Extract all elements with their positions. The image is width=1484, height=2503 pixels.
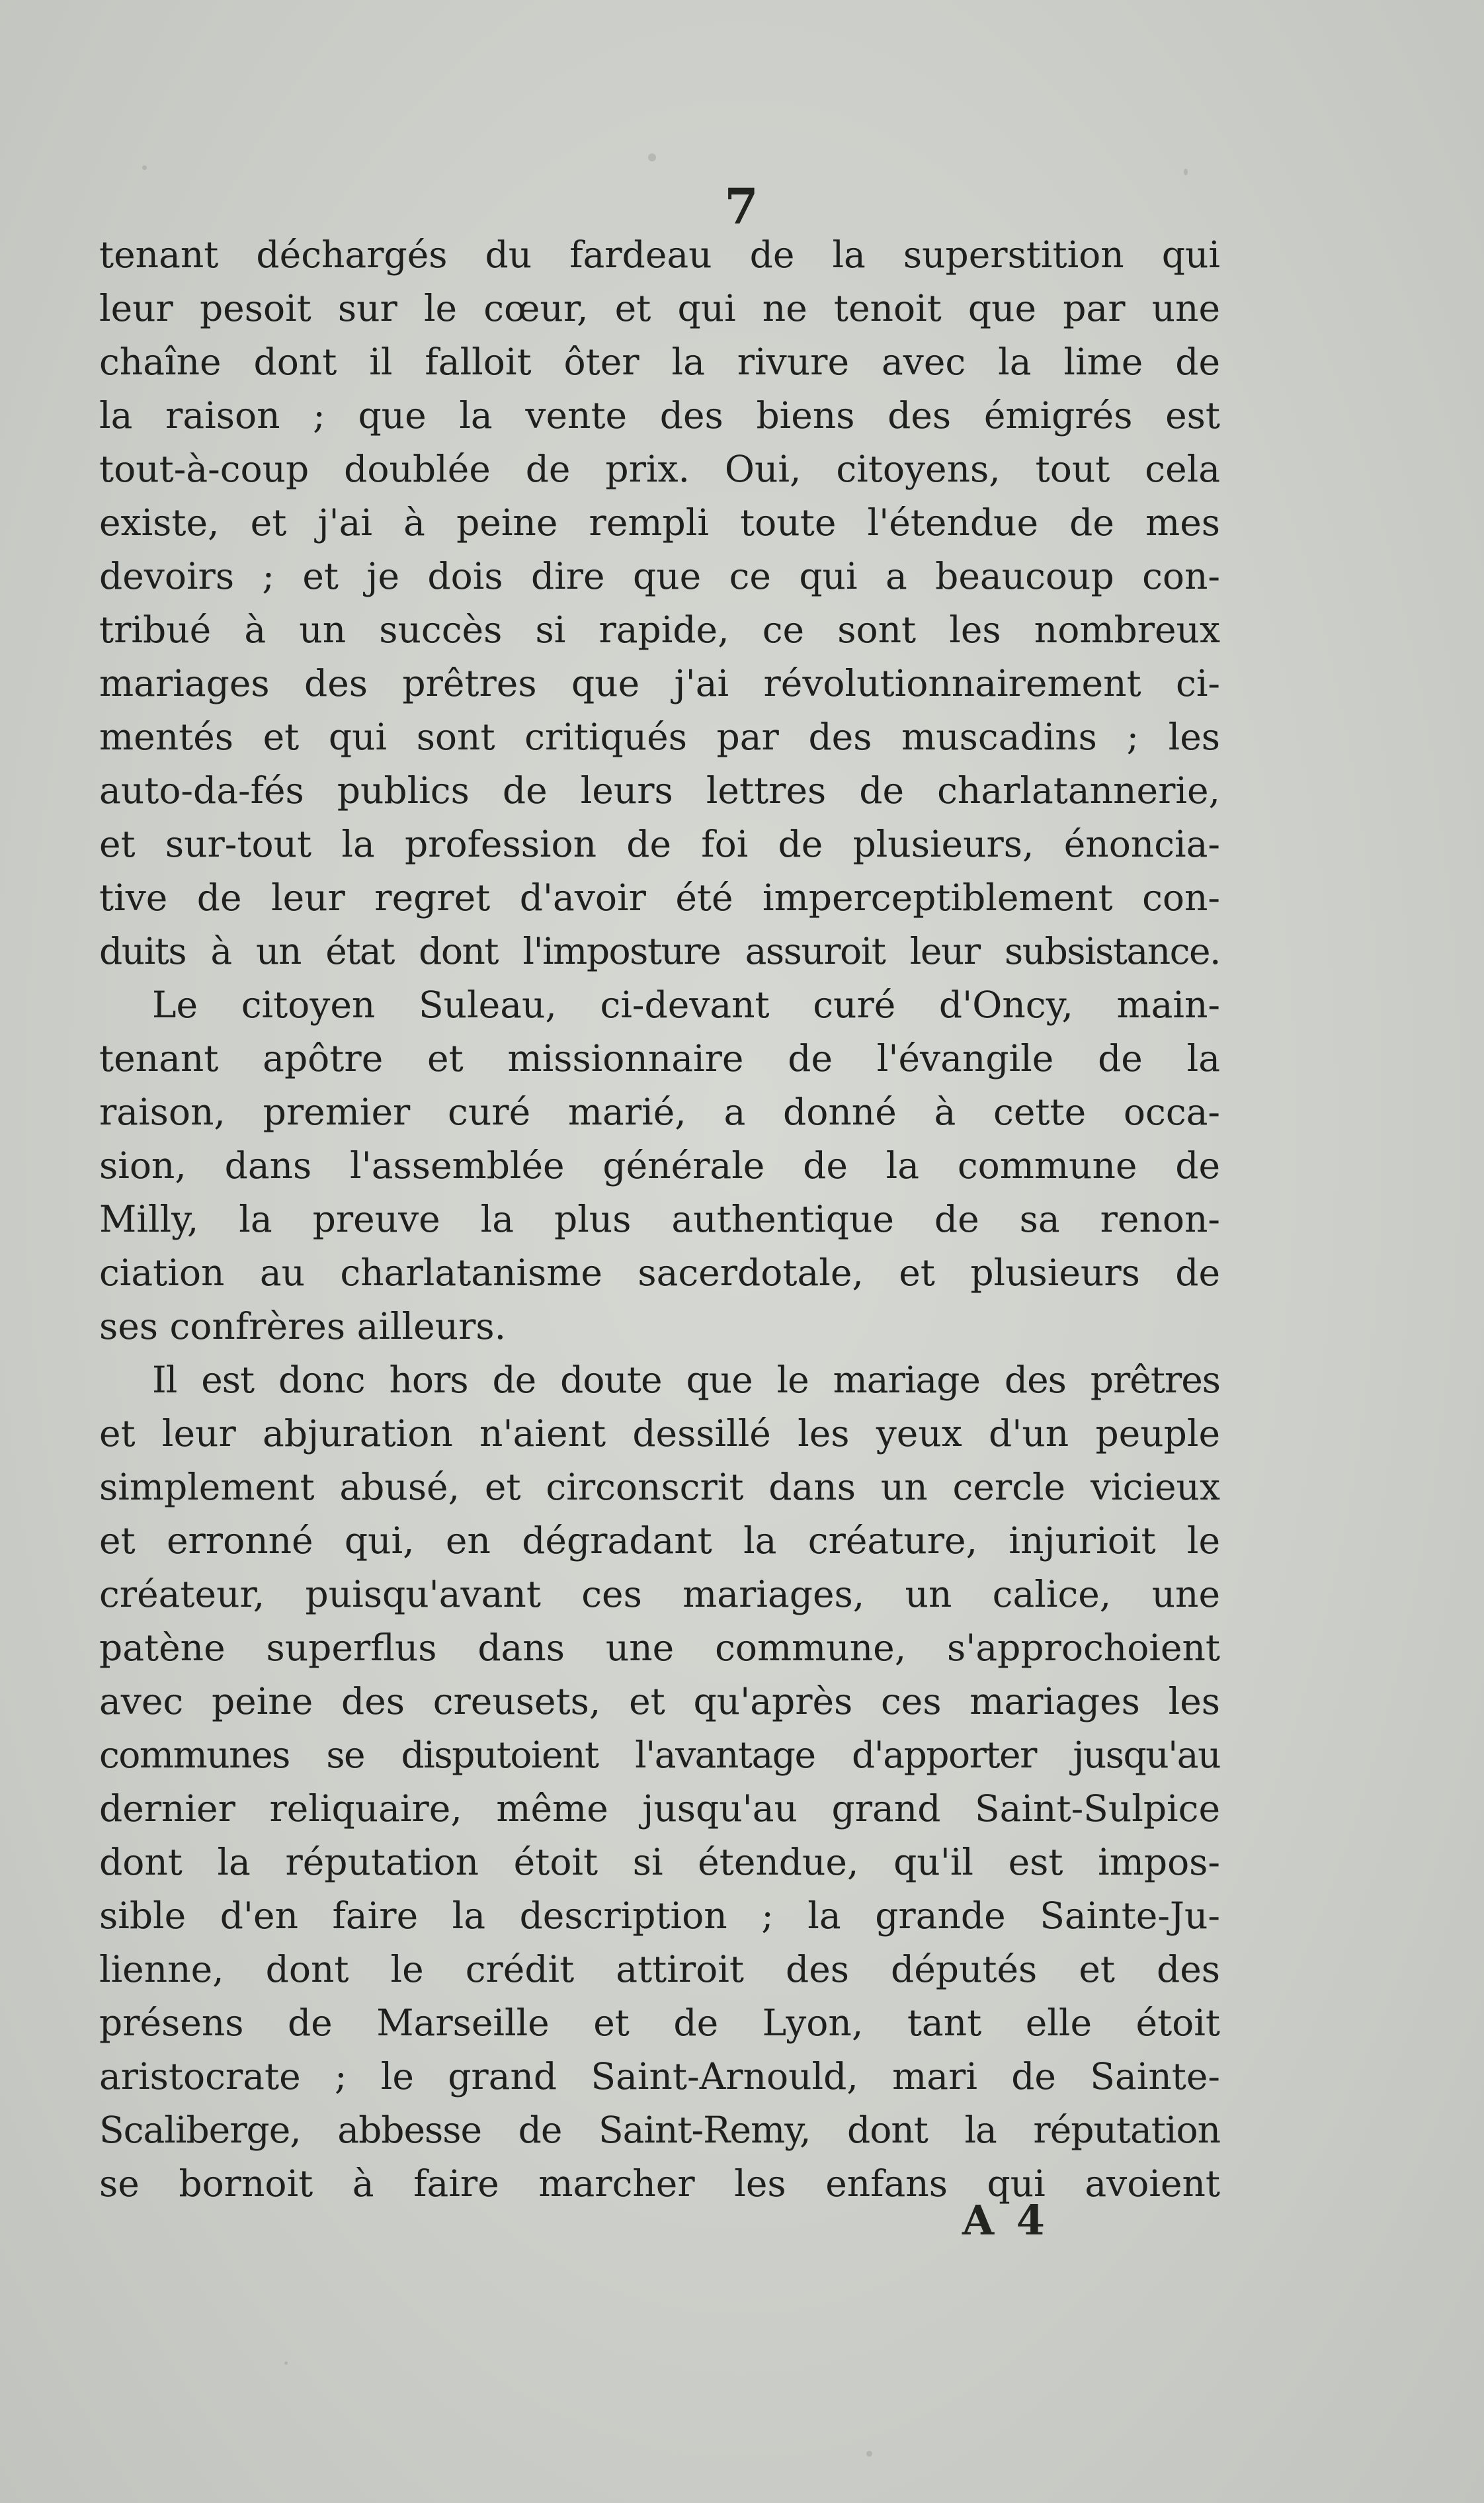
text-line: Il est donc hors de doute que le mariage des prêtres	[152, 1359, 1220, 1401]
text-line: tribué à un succès si rapide, ce sont les nombreux	[99, 609, 1220, 651]
text-line: mentés et qui sont critiqués par des muscadins ; les	[99, 716, 1220, 758]
text-line: tenant déchargés du fardeau de la superstition qui	[99, 233, 1220, 276]
text-line: Milly, la preuve la plus authentique de sa renon-	[99, 1198, 1220, 1240]
body-text	[99, 228, 1220, 2211]
paper-speck	[866, 2451, 872, 2457]
paper-speck	[284, 2361, 288, 2365]
text-line: chaîne dont il falloit ôter la rivure avec la lime de	[99, 341, 1220, 383]
text-line: lienne, dont le crédit attiroit des députés et des	[99, 1948, 1220, 1990]
text-line: auto-da-fés publics de leurs lettres de charlatannerie,	[99, 769, 1220, 812]
text-line: et sur-tout la profession de foi de plusieurs, énoncia-	[99, 823, 1220, 865]
text-line: devoirs ; et je dois dire que ce qui a beaucoup con-	[99, 555, 1220, 597]
text-line: mariages des prêtres que j'ai révolutionnairement ci-	[99, 662, 1220, 704]
text-line: duits à un état dont l'imposture assuroit leur subsistance.	[99, 930, 1220, 972]
text-line: simplement abusé, et circonscrit dans un cercle vicieux	[99, 1466, 1220, 1508]
text-line: sible d'en faire la description ; la grande Sainte-Ju-	[99, 1894, 1220, 1937]
text-line: dont la réputation étoit si étendue, qu'il est impos-	[99, 1841, 1220, 1883]
text-line: dernier reliquaire, même jusqu'au grand Saint-Sulpice	[99, 1787, 1220, 1830]
text-line: sion, dans l'assemblée générale de la commune de	[99, 1144, 1220, 1187]
text-line: et erronné qui, en dégradant la créature, injurioit le	[99, 1519, 1220, 1562]
text-line: avec peine des creusets, et qu'après ces mariages les	[99, 1680, 1220, 1722]
paragraph	[99, 978, 1220, 1353]
text-line: tout-à-coup doublée de prix. Oui, citoyens, tout cela	[99, 448, 1220, 490]
signature-mark: A 4	[962, 2196, 1049, 2244]
paragraph	[99, 1353, 1220, 2211]
text-line: tenant apôtre et missionnaire de l'évangile de la	[99, 1037, 1220, 1080]
paper-speck	[648, 153, 656, 161]
text-line: leur pesoit sur le cœur, et qui ne tenoit que par une	[99, 287, 1220, 329]
text-line: la raison ; que la vente des biens des émigrés est	[99, 394, 1220, 437]
text-line: tive de leur regret d'avoir été imperceptiblement con-	[99, 876, 1220, 919]
text-line: et leur abjuration n'aient dessillé les yeux d'un peuple	[99, 1412, 1220, 1455]
text-line: se bornoit à faire marcher les enfans qui avoient	[99, 2162, 1220, 2205]
paper-speck	[142, 165, 147, 170]
text-line: ses confrères ailleurs.	[99, 1305, 507, 1347]
text-line: existe, et j'ai à peine rempli toute l'étendue de mes	[99, 501, 1220, 544]
text-line: communes se disputoient l'avantage d'apporter jusqu'au	[99, 1734, 1220, 1776]
text-line: aristocrate ; le grand Saint-Arnould, mari de Sainte-	[99, 2055, 1220, 2098]
page-number: 7	[724, 179, 760, 235]
text-line: présens de Marseille et de Lyon, tant elle étoit	[99, 2002, 1220, 2044]
paragraph	[99, 228, 1220, 978]
text-line: patène superflus dans une commune, s'approchoient	[99, 1627, 1220, 1669]
text-line: ciation au charlatanisme sacerdotale, et plusieurs de	[99, 1252, 1220, 1294]
text-line: raison, premier curé marié, a donné à cette occa-	[99, 1091, 1220, 1133]
text-line: créateur, puisqu'avant ces mariages, un calice, une	[99, 1573, 1220, 1615]
text-line: Le citoyen Suleau, ci-devant curé d'Oncy, main-	[152, 984, 1220, 1026]
text-line: Scaliberge, abbesse de Saint-Remy, dont la réputation	[99, 2109, 1220, 2151]
paper-speck	[1184, 169, 1188, 175]
